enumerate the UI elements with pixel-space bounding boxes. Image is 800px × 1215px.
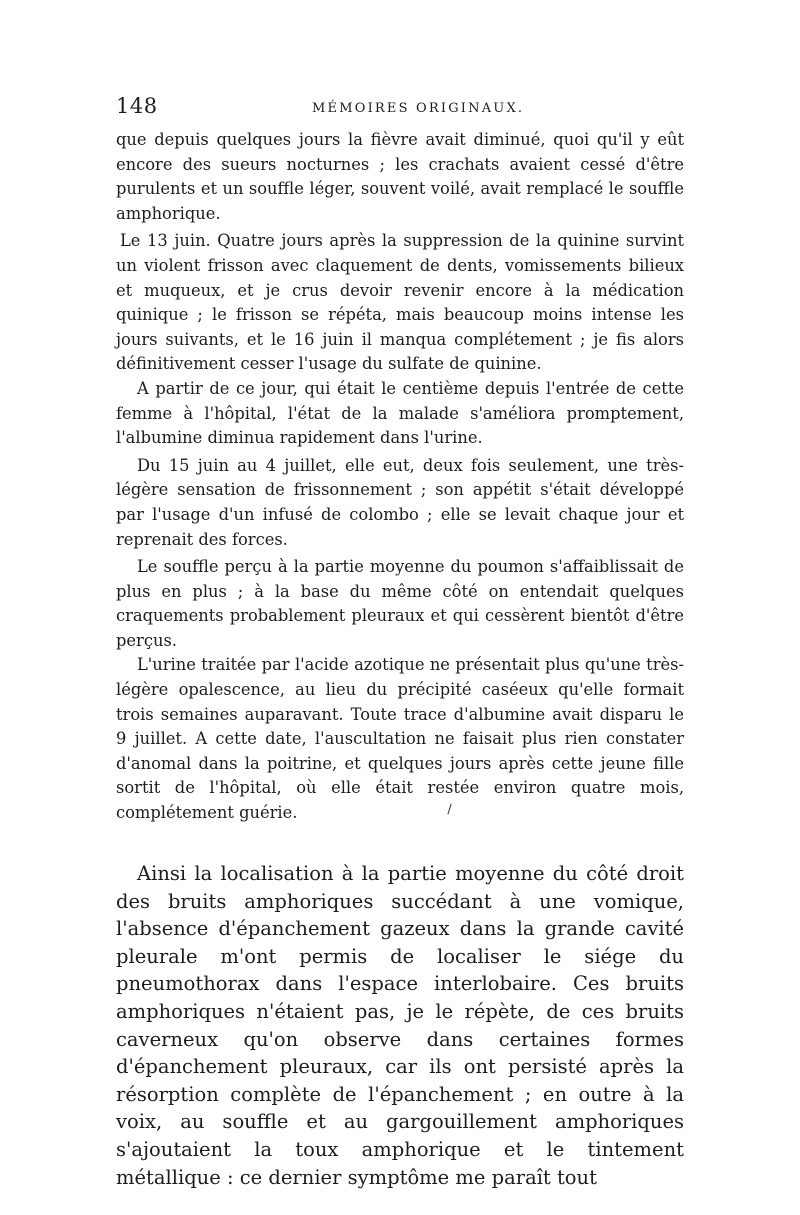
case-paragraph-4: Du 15 juin au 4 juillet, elle eut, deux fois seulement, une très-légère sensation de frissonnement ; son appétit s'était développé par l'usage d'un infusé de colombo ; elle se levait chaque jour et reprenait des forces.: [116, 455, 684, 549]
page-number: 148: [116, 94, 158, 118]
discussion-text: [116, 860, 684, 1191]
case-paragraph-3: A partir de ce jour, qui était le centième depuis l'entrée de cette femme à l'hôpital, l'état de la malade s'améliora promptement, l'albumine diminua rapidement dans l'urine.: [116, 378, 684, 448]
case-paragraph-5: Le souffle perçu à la partie moyenne du poumon s'affaiblissait de plus en plus ; à la base du même côté on entendait quelques craquements probablement pleuraux et qui cessèrent bientôt d'être perçus.: [116, 557, 684, 650]
case-paragraph-1: que depuis quelques jours la fièvre avait diminué, quoi qu'il y eût encore des sueurs nocturnes ; les crachats avaient cessé d'être purulents et un souffle léger, souvent voilé, avait remplacé le souffle amphorique.: [116, 130, 684, 223]
running-title: MÉMOIRES ORIGINAUX.: [312, 101, 525, 116]
stray-mark: \: [443, 802, 456, 817]
case-paragraph-2: Le 13 juin. Quatre jours après la suppression de la quinine survint un violent frisson avec claquement de dents, vomissements bilieux et muqueux, et je crus devoir revenir encore à la médication quinique ; le frisson se répéta, mais beaucoup moins intense les jours suivants, et le 16 juin il manqua complétement ; je fis alors définitivement cesser l'usage du sulfate de quinine.: [116, 231, 684, 374]
page-header: [116, 94, 684, 124]
case-report-text: [116, 128, 684, 826]
discussion-paragraph: Ainsi la localisation à la partie moyenne du côté droit des bruits amphoriques succédant à une vomique, l'absence d'épanchement gazeux dans la grande cavité pleurale m'ont permis de localiser le siége du pneumothorax dans l'espace interlobaire. Ces bruits amphoriques n'étaient pas, je le répète, de ces bruits caverneux qu'on observe dans certaines formes d'épanchement pleuraux, car ils ont persisté après la résorption complète de l'épanchement ; en outre à la voix, au souffle et au gargouillement amphoriques s'ajoutaient la toux amphorique et le tintement métallique : ce dernier symptôme me paraît tout: [116, 862, 684, 1189]
case-paragraph-6: L'urine traitée par l'acide azotique ne présentait plus qu'une très-légère opalescence, au lieu du précipité caséeux qu'elle formait trois semaines auparavant. Toute trace d'albumine avait disparu le 9 juillet. A cette date, l'auscultation ne faisait plus rien constater d'anomal dans la poitrine, et quelques jours après cette jeune fille sortit de l'hôpital, où elle était restée environ quatre mois, complétement guérie.: [116, 655, 684, 823]
